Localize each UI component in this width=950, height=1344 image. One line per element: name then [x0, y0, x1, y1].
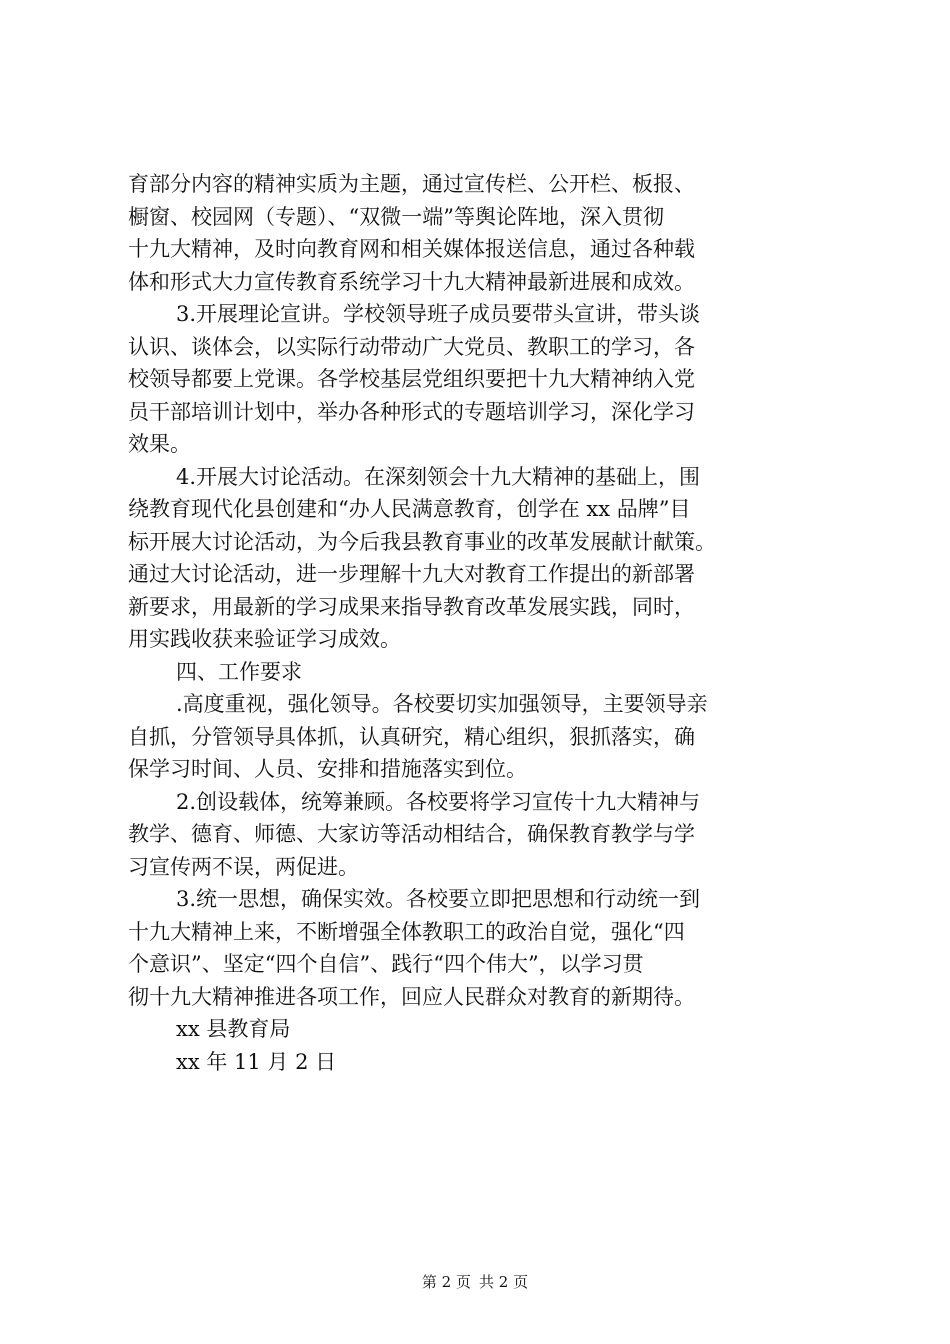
text-line: 2.创设载体，统筹兼顾。各校要将学习宣传十九大精神与 — [176, 789, 701, 814]
section-heading: 四、工作要求 — [176, 659, 302, 684]
text-line: 十九大精神上来，不断增强全体教职工的政治自觉，强化“四 — [128, 919, 685, 944]
text-line: 育部分内容的精神实质为主题，通过宣传栏、公开栏、板报、 — [128, 172, 695, 196]
text-line: 保学习时间、人员、安排和措施落实到位。 — [128, 757, 527, 781]
text-line: 体和形式大力宣传教育系统学习十九大精神最新进展和成效。 — [128, 269, 695, 294]
text-line: 3.统一思想，确保实效。各校要立即把思想和行动统一到 — [176, 887, 701, 911]
text-line: 通过大讨论活动，进一步理解十九大对教育工作提出的新部署 — [128, 562, 695, 586]
text-line: 自抓，分管领导具体抓，认真研究，精心组织，狠抓落实，确 — [128, 724, 695, 749]
page-footer — [0, 1272, 950, 1292]
signature-date: xx 年 11 月 2 日 — [176, 1049, 337, 1074]
page-number-current: 第 2 页 — [421, 1273, 471, 1291]
text-line: 教学、德育、师德、大家访等活动相结合，确保教育教学与学 — [128, 822, 695, 846]
text-line: 新要求，用最新的学习成果来指导教育改革发展实践，同时， — [128, 594, 695, 619]
text-line: 用实践收获来验证学习成效。 — [128, 627, 401, 651]
text-line: 4.开展大讨论活动。在深刻领会十九大精神的基础上，围 — [176, 464, 701, 489]
text-line: 十九大精神，及时向教育网和相关媒体报送信息，通过各种载 — [128, 237, 695, 261]
text-line: 橱窗、校园网（专题）、“双微一端”等舆论阵地，深入贯彻 — [128, 204, 664, 229]
text-line: 员干部培训计划中，举办各种形式的专题培训学习，深化学习 — [128, 399, 695, 424]
text-line: 效果。 — [128, 432, 191, 456]
text-line: 校领导都要上党课。各学校基层党组织要把十九大精神纳入党 — [128, 367, 695, 391]
text-line: 绕教育现代化县创建和“办人民满意教育，创学在 xx 品牌”目 — [128, 497, 691, 521]
text-line: 认识、谈体会，以实际行动带动广大党员、教职工的学习，各 — [128, 334, 695, 359]
text-line: .高度重视，强化领导。各校要切实加强领导，主要领导亲 — [176, 692, 708, 716]
text-line: 3.开展理论宣讲。学校领导班子成员要带头宣讲，带头谈 — [176, 302, 701, 326]
document-body — [128, 168, 840, 1078]
text-line: 标开展大讨论活动，为今后我县教育事业的改革发展献计献策。 — [128, 529, 716, 554]
text-line: 彻十九大精神推进各项工作，回应人民群众对教育的新期待。 — [128, 984, 695, 1009]
text-line: 习宣传两不误，两促进。 — [128, 854, 359, 879]
signature-org: xx 县教育局 — [176, 1017, 291, 1041]
text-line: 个意识”、坚定“四个自信”、践行“四个伟大”，以学习贯 — [128, 952, 644, 976]
page-number-total: 共 2 页 — [479, 1273, 529, 1291]
